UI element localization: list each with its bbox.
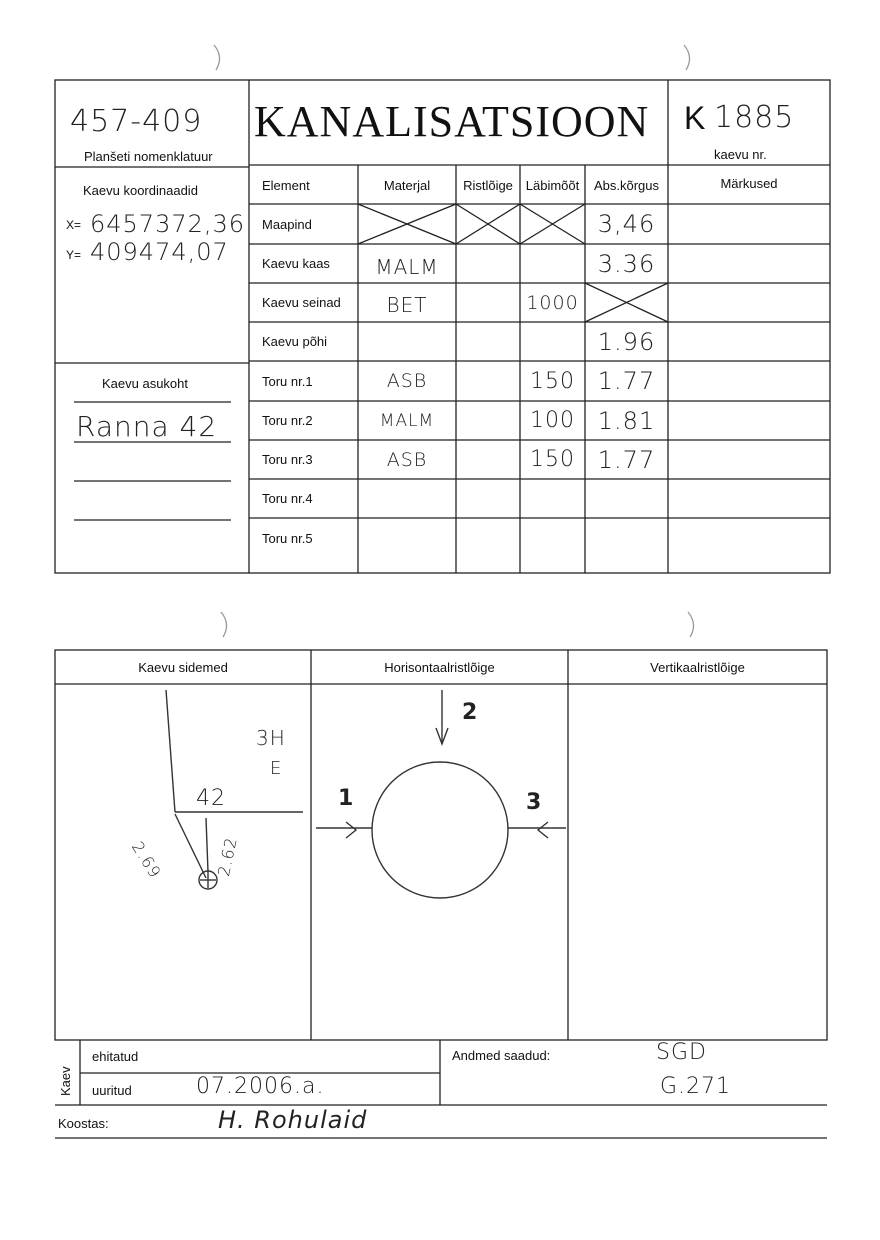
header-material: Materjal (383, 177, 431, 193)
row-element: Toru nr.1 (262, 373, 313, 389)
row-element: Toru nr.2 (262, 413, 313, 428)
location-value: Ranna 42 (76, 410, 218, 443)
well-prefix: K (684, 100, 706, 136)
row-element: Toru nr.5 (262, 530, 313, 546)
coord-x-value: 6457372,36 (90, 210, 246, 238)
header-element: Element (262, 177, 310, 193)
kaev-label: Kaev (58, 1066, 73, 1096)
header-horizontal-section: Horisontaalristlõige (384, 660, 495, 675)
nomenclature-label: Planšeti nomenklatuur (84, 149, 213, 164)
row-element: Toru nr.3 (262, 452, 313, 467)
header-notes: Märkused (720, 175, 778, 191)
updated-value: 07.2006.a. (196, 1074, 325, 1099)
row-element: Kaevu kaas (262, 256, 330, 271)
data-source-value-1: SGD (656, 1040, 707, 1065)
sketch-building-label-2: E (270, 758, 283, 779)
sketch-distance-1: 2.69 (127, 838, 165, 882)
row-element: Kaevu seinad (262, 295, 341, 310)
row-height: 1.81 (597, 406, 656, 435)
pipe-left-label: 1 (338, 786, 355, 811)
row-height: 1.77 (597, 367, 656, 395)
row-material: MALM (375, 254, 439, 279)
author-value: H. Rohulaid (218, 1106, 368, 1134)
updated-label: uuritud (92, 1083, 132, 1098)
sketch-building-label: 3H (256, 726, 286, 750)
row-element: Kaevu põhi (262, 334, 328, 349)
row-material: ASB (386, 448, 428, 471)
row-diameter: 150 (530, 368, 575, 394)
built-label: ehitatud (92, 1049, 139, 1064)
coords-label: Kaevu koordinaadid (83, 183, 198, 198)
nomenclature-value: 457-409 (70, 104, 203, 139)
sketch-house-number: 42 (196, 786, 226, 811)
coord-x-label: X= (66, 218, 82, 232)
row-height: 1.96 (597, 327, 656, 356)
location-label: Kaevu asukoht (102, 376, 189, 391)
row-diameter: 150 (530, 447, 575, 472)
pipe-top-label: 2 (462, 700, 479, 725)
header-cross-section: Ristlõige (463, 177, 513, 193)
data-source-value-2: G.271 (660, 1074, 732, 1099)
row-material: ASB (386, 370, 428, 392)
author-label: Koostas: (58, 1116, 109, 1131)
header-abs-height: Abs.kõrgus (593, 177, 660, 193)
sketch-distance-2: 2.62 (214, 835, 241, 878)
header-diameter: Läbimõõt (525, 177, 580, 193)
row-material: BET (386, 292, 428, 317)
form-title: KANALISATSIOON (254, 97, 650, 146)
row-material: MALM (379, 410, 435, 431)
well-label: kaevu nr. (714, 147, 767, 162)
row-element: Maapind (262, 216, 312, 232)
header-connections: Kaevu sidemed (138, 660, 228, 675)
data-source-label: Andmed saadud: (452, 1048, 551, 1063)
row-height: 1.77 (597, 445, 656, 474)
pipe-right-label: 3 (526, 790, 543, 815)
coord-y-value: 409474,07 (90, 238, 229, 266)
row-height: 3,46 (597, 210, 656, 238)
well-number: 1885 (714, 100, 795, 135)
row-diameter: 100 (530, 408, 575, 433)
coord-y-label: Y= (66, 248, 82, 262)
row-height: 3.36 (597, 249, 656, 278)
header-vertical-section: Vertikaalristlõige (650, 660, 745, 675)
row-diameter: 1000 (526, 291, 579, 314)
row-element: Toru nr.4 (262, 491, 313, 506)
